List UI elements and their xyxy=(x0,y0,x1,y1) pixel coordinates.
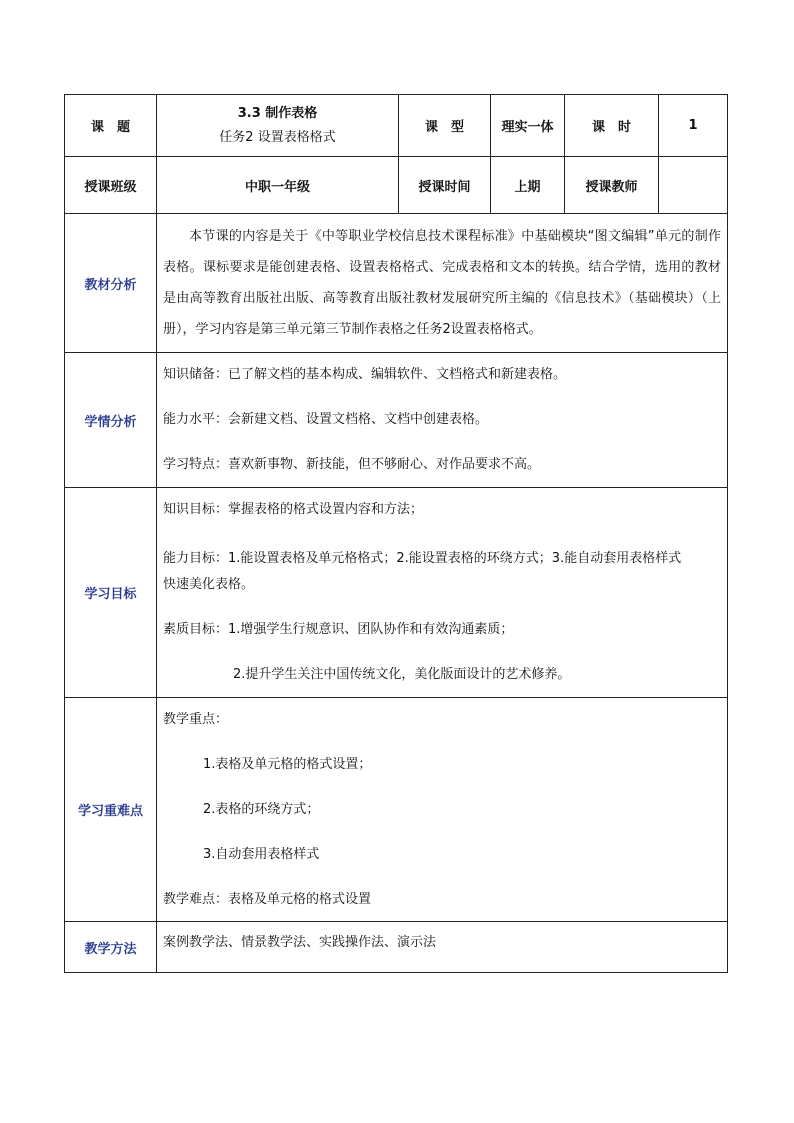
focus-item-1: 1.表格及单元格的格式设置； xyxy=(203,756,372,772)
focus-item-3: 3.自动套用表格样式 xyxy=(203,846,320,862)
class-value: 中职一年级 xyxy=(157,157,399,214)
time-label: 授课时间 xyxy=(399,157,491,214)
goals-content xyxy=(157,488,728,698)
goals-quality-2: 2.提升学生关注中国传统文化，美化版面设计的艺术修养。 xyxy=(233,667,571,682)
material-text: 本节课的内容是关于《中等职业学校信息技术课程标准》中基础模块“图文编辑”单元的制作表格。课标要求是能创建表格、设置表格格式、完成表格和文本的转换。结合学情，选用的教材是由高等教育出版社出版、高等教育出版社教材发展研究所主编的《信息技术》（基础模块）（上册），学习内容是第三单元第三节制作表格之任务2设置表格格式。 xyxy=(163,229,721,337)
methods-text: 案例教学法、情景教学法、实践操作法、演示法 xyxy=(163,935,437,950)
topic-label: 课 题 xyxy=(65,95,157,157)
goals-ability-2: 快速美化表格。 xyxy=(163,577,255,592)
row-material xyxy=(65,214,728,353)
class-label: 授课班级 xyxy=(65,157,157,214)
material-label: 教材分析 xyxy=(65,214,157,353)
focus-title: 教学重点： xyxy=(163,711,229,727)
goals-label: 学习目标 xyxy=(65,488,157,698)
row-keypoints xyxy=(65,698,728,922)
type-label: 课 型 xyxy=(399,95,491,157)
students-knowledge: 知识储备：已了解文档的基本构成、编辑软件、文档格式和新建表格。 xyxy=(163,367,567,382)
students-content xyxy=(157,353,728,488)
hours-label: 课 时 xyxy=(565,95,659,157)
row-methods xyxy=(65,922,728,973)
goals-ability-1: 能力目标：1.能设置表格及单元格格式；2.能设置表格的环绕方式；3.能自动套用表格样式 xyxy=(163,551,682,566)
row-students xyxy=(65,353,728,488)
topic-line-1: 3.3 制作表格 xyxy=(237,105,318,121)
difficulty: 教学难点：表格及单元格的格式设置 xyxy=(163,891,372,907)
hours-value: 1 xyxy=(659,95,728,157)
teacher-value xyxy=(659,157,728,214)
goals-knowledge: 知识目标：掌握表格的格式设置内容和方法； xyxy=(163,502,424,517)
time-value: 上期 xyxy=(491,157,565,214)
methods-content xyxy=(157,922,728,973)
students-ability: 能力水平：会新建文档、设置文档格、文档中创建表格。 xyxy=(163,412,489,427)
lesson-plan-table xyxy=(64,94,728,973)
topic-line-2: 任务2 设置表格格式 xyxy=(219,129,336,145)
students-traits: 学习特点：喜欢新事物、新技能，但不够耐心、对作品要求不高。 xyxy=(163,457,541,472)
row-goals xyxy=(65,488,728,698)
goals-quality-1: 素质目标：1.增强学生行规意识、团队协作和有效沟通素质； xyxy=(163,622,514,637)
teacher-label: 授课教师 xyxy=(565,157,659,214)
students-label: 学情分析 xyxy=(65,353,157,488)
keypoints-content xyxy=(157,698,728,922)
row-topic xyxy=(65,95,728,157)
methods-label: 教学方法 xyxy=(65,922,157,973)
type-value: 理实一体 xyxy=(491,95,565,157)
material-content xyxy=(157,214,728,353)
topic-value xyxy=(157,95,399,157)
row-class xyxy=(65,157,728,214)
focus-item-2: 2.表格的环绕方式； xyxy=(203,801,320,817)
keypoints-label: 学习重难点 xyxy=(65,698,157,922)
